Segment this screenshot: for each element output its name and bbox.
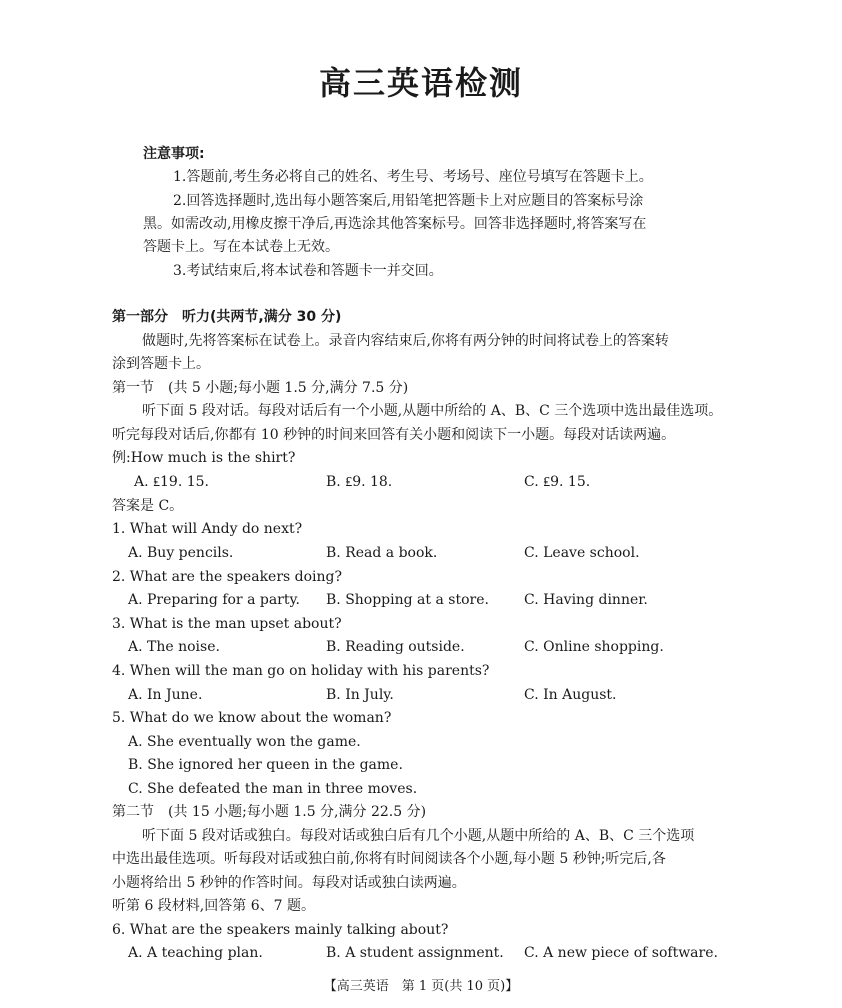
question-5: 5. What do we know about the woman? — [112, 710, 392, 726]
example-answer: 答案是 C。 — [112, 498, 184, 514]
question-2: 2. What are the speakers doing? — [112, 569, 343, 585]
question-3: 3. What is the man upset about? — [112, 616, 342, 632]
question-4: 4. When will the man go on holiday with his parents? — [112, 663, 490, 679]
option-c: C. Leave school. — [524, 545, 640, 561]
notice-heading: 注意事项: — [143, 146, 205, 162]
section1-intro: 听下面 5 段对话。每段对话后有一个小题,从题中所给的 A、B、C 三个选项中选出最佳选项。 — [142, 403, 723, 419]
section1-intro: 听完每段对话后,你都有 10 秒钟的时间来回答有关小题和阅读下一小题。每段对话读两遍。 — [112, 427, 676, 443]
option-c: C. In August. — [524, 687, 617, 703]
option-a: A. Preparing for a party. — [128, 592, 300, 608]
option-b: B. Reading outside. — [326, 639, 465, 655]
option-a: A. She eventually won the game. — [128, 734, 361, 750]
part1-intro: 做题时,先将答案标在试卷上。录音内容结束后,你将有两分钟的时间将试卷上的答案转 — [142, 333, 669, 349]
option-a: A. In June. — [128, 687, 203, 703]
option-c: C. She defeated the man in three moves. — [128, 781, 418, 797]
section2-intro: 中选出最佳选项。听每段对话或独白前,你将有时间阅读各个小题,每小题 5 秒钟;听完后,各 — [112, 851, 666, 867]
question-6: 6. What are the speakers mainly talking about? — [112, 922, 449, 938]
notice-line: 2.回答选择题时,选出每小题答案后,用铅笔把答题卡上对应题目的答案标号涂 — [173, 193, 644, 209]
notice-line: 黑。如需改动,用橡皮擦干净后,再选涂其他答案标号。回答非选择题时,将答案写在 — [143, 216, 647, 232]
section2-heading: 第二节 (共 15 小题;每小题 1.5 分,满分 22.5 分) — [112, 804, 427, 820]
option-a: A. The noise. — [128, 639, 220, 655]
option-a: A. A teaching plan. — [128, 945, 263, 961]
section2-intro: 小题将给出 5 秒钟的作答时间。每段对话或独白读两遍。 — [112, 875, 466, 891]
option-c: C. Online shopping. — [524, 639, 664, 655]
question-1: 1. What will Andy do next? — [112, 521, 303, 537]
page-title: 高三英语检测 — [318, 64, 523, 102]
notice-line: 答题卡上。写在本试卷上无效。 — [143, 239, 339, 255]
example-question: 例:How much is the shirt? — [112, 450, 296, 466]
material-instruction: 听第 6 段材料,回答第 6、7 题。 — [112, 898, 315, 914]
option-b: B. Shopping at a store. — [326, 592, 489, 608]
option-b: B. Read a book. — [326, 545, 438, 561]
option-c: C. Having dinner. — [524, 592, 648, 608]
notice-line: 3.考试结束后,将本试卷和答题卡一并交回。 — [173, 263, 443, 279]
part1-heading: 第一部分 听力(共两节,满分 30 分) — [112, 309, 342, 325]
option-a: A. Buy pencils. — [128, 545, 234, 561]
example-option-b: B. ₤9. 18. — [326, 474, 393, 490]
example-option-c: C. ₤9. 15. — [524, 474, 591, 490]
option-b: B. She ignored her queen in the game. — [128, 757, 403, 773]
option-b: B. A student assignment. — [326, 945, 504, 961]
option-b: B. In July. — [326, 687, 394, 703]
section2-intro: 听下面 5 段对话或独白。每段对话或独白后有几个小题,从题中所给的 A、B、C 三个选项 — [142, 828, 695, 844]
page-footer: 【高三英语 第 1 页(共 10 页)】 — [323, 979, 519, 994]
example-option-a: A. ₤19. 15. — [134, 474, 209, 490]
option-c: C. A new piece of software. — [524, 945, 718, 961]
notice-line: 1.答题前,考生务必将自己的姓名、考生号、考场号、座位号填写在答题卡上。 — [173, 169, 653, 185]
part1-intro: 涂到答题卡上。 — [112, 356, 210, 372]
section1-heading: 第一节 (共 5 小题;每小题 1.5 分,满分 7.5 分) — [112, 380, 409, 396]
